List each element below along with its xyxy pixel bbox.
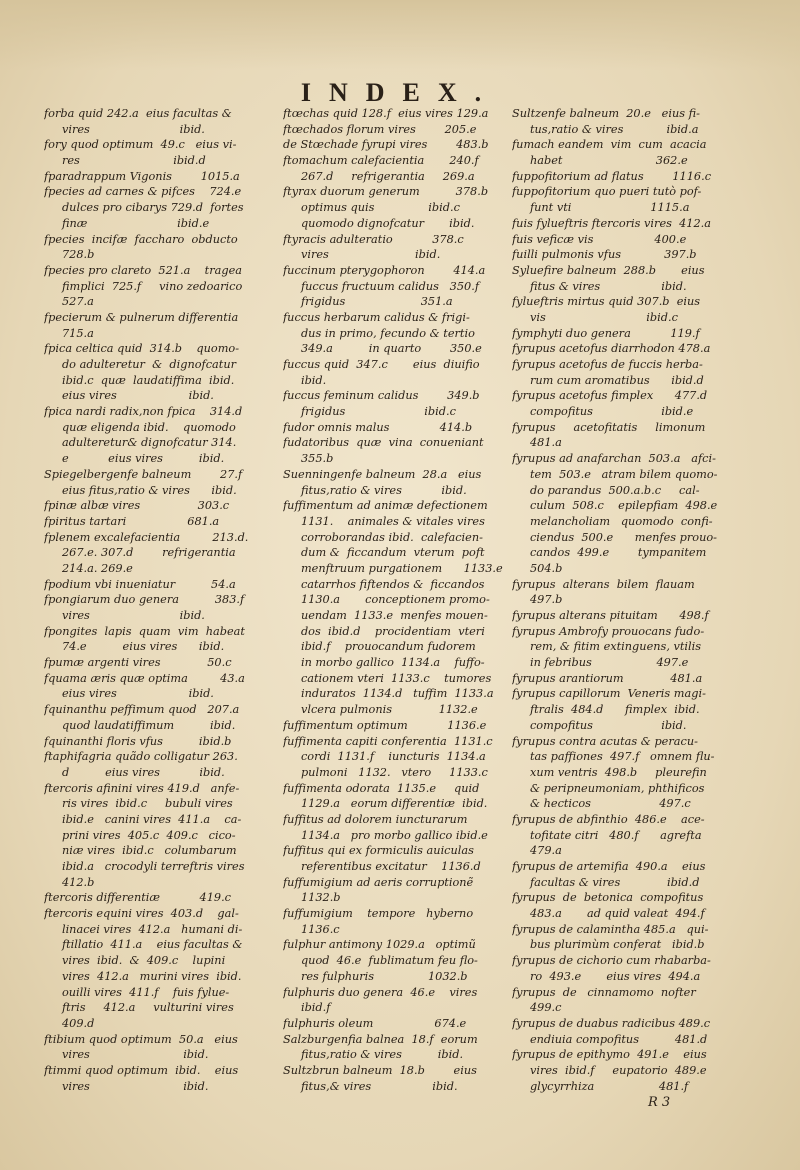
index-line: ftercoris differentiæ 419.c: [44, 891, 231, 905]
index-line: prini vires 405.c 409.c cico-: [44, 828, 236, 842]
index-line: ris vires ibid.c bubuli vires: [44, 797, 233, 811]
index-line: forba quid 242.a eius facultas &: [44, 107, 232, 120]
index-line: dum & ficcandum vterum poft: [283, 546, 485, 560]
index-line: compofitus ibid.: [512, 718, 687, 732]
index-line: referentibus excitatur 1136.d: [283, 860, 481, 873]
index-line: vis ibid.c: [512, 310, 678, 324]
index-line: candos 499.e tympanitem: [512, 546, 707, 560]
index-line: res fulphuris 1032.b: [283, 969, 468, 983]
index-line: fyrupus de cichorio cum rhabarba-: [512, 954, 711, 968]
index-line: Syluefire balneum 288.b eius: [512, 263, 705, 277]
index-line: 412.b: [44, 875, 95, 889]
index-line: 267.e. 307.d refrigerantia: [44, 546, 236, 560]
index-line: fyrupus Ambrofy prouocans fudo-: [512, 624, 705, 638]
index-line: ftœchas quid 128.f eius vires 129.a: [283, 107, 489, 120]
index-line: tus,ratio & vires ibid.a: [512, 122, 699, 136]
index-line: culum 508.c epilepfiam 498.e: [512, 499, 718, 513]
index-line: fuccus feminum calidus 349.b: [283, 389, 480, 403]
index-line: ouilli vires 411.f fuis fylue-: [44, 985, 230, 999]
index-line: fulphur antimony 1029.a optimũ: [283, 938, 476, 952]
index-line: in morbo gallico 1134.a fuffo-: [283, 656, 485, 670]
index-line: d eius vires ibid.: [44, 765, 225, 779]
index-line: fylueftris mirtus quid 307.b eius: [512, 295, 701, 309]
index-line: fyrupus arantiorum 481.a: [512, 671, 703, 685]
index-line: 349.a in quarto 350.e: [283, 342, 482, 356]
index-line: fpecierum & pulnerum differentia: [44, 310, 239, 324]
index-line: endiuia compofitus 481.d: [512, 1032, 708, 1046]
index-line: fyrupus de cinnamomo nofter: [512, 985, 696, 999]
index-line: ftaphifagria quãdo colligatur 263.: [44, 750, 238, 764]
index-column-2: [283, 106, 526, 1094]
index-line: ftibium quod optimum 50.a eius: [44, 1032, 238, 1046]
index-line: fuccus quid 347.c eius diuifio: [283, 358, 480, 371]
index-line: quæ eligenda ibid. quomodo: [44, 420, 236, 434]
index-line: fquinanthi floris vfus ibid.b: [44, 734, 232, 748]
index-line: dulces pro cibarys 729.d fortes: [44, 201, 244, 215]
index-line: tem 503.e atram bilem quomo-: [512, 467, 718, 481]
index-line: ftralis 484.d fimplex ibid.: [512, 703, 700, 717]
index-line: corroborandas ibid. calefacien-: [283, 530, 483, 544]
index-line: fory quod optimum 49.c eius vi-: [44, 138, 237, 152]
index-line: 267.d refrigerantia 269.a: [283, 169, 475, 183]
index-line: niæ vires ibid.c columbarum: [44, 844, 237, 858]
index-line: fitus & vires ibid.: [512, 279, 687, 293]
index-line: Salzburgenfia balnea 18.f eorum: [283, 1032, 478, 1046]
index-line: menftruum purgationem 1133.e: [283, 561, 503, 575]
index-line: res ibid.d: [44, 154, 206, 168]
index-line: fpongiarum duo genera 383.f: [44, 593, 245, 607]
index-line: dus in primo, fecundo & tertio: [283, 326, 475, 340]
index-line: vires ibid.: [44, 1079, 209, 1093]
index-line: fitus,ratio & vires ibid.: [283, 1048, 464, 1062]
index-line: fuffimentum optimum 1136.e: [283, 718, 487, 732]
index-line: 483.a ad quid valeat 494.f: [512, 907, 705, 921]
index-line: pulmoni 1132. vtero 1133.c: [283, 765, 488, 779]
index-line: vires ibid.: [44, 1048, 209, 1062]
index-line: facultas & vires ibid.d: [512, 875, 700, 889]
index-line: ftyracis adulteratio 378.c: [283, 232, 464, 246]
index-line: fyrupus alterans bilem flauam: [512, 577, 695, 591]
index-line: 1132.b: [283, 891, 341, 905]
index-line: adulteretur& dignofcatur 314.: [44, 436, 237, 450]
index-line: fuilli pulmonis vfus 397.b: [512, 248, 697, 262]
index-line: fyrupus de artemifia 490.a eius: [512, 860, 706, 873]
index-line: fyrupus acetofus fimplex 477.d: [512, 389, 708, 403]
index-line: fyrupus ad anafarchan 503.a afci-: [512, 452, 716, 466]
index-line: fparadrappum Vigonis 1015.a: [44, 169, 240, 183]
index-line: glycyrrhiza 481.f: [512, 1079, 689, 1093]
index-line: 479.a: [512, 844, 562, 858]
index-line: 499.c: [512, 1001, 562, 1015]
index-line: fuppofitorium quo pueri tutò pof-: [512, 185, 702, 199]
index-line: ciendus 500.e menfes prouo-: [512, 530, 717, 544]
page-top-shadow: [0, 0, 800, 70]
index-line: & hecticos 497.c: [512, 797, 691, 811]
index-line: 497.b: [512, 593, 563, 607]
index-line: ftercoris equini vires 403.d gal-: [44, 907, 239, 921]
index-line: 504.b: [512, 561, 563, 575]
index-line: rum cum aromatibus ibid.d: [512, 373, 704, 387]
index-line: ftyrax duorum generum 378.b: [283, 185, 489, 199]
index-line: fpodium vbi inueniatur 54.a: [44, 577, 236, 591]
index-line: fuffimentum ad animæ defectionem: [283, 499, 488, 513]
index-line: Spiegelbergenfe balneum 27.f: [44, 467, 243, 481]
index-line: fuffimenta capiti conferentia 1131.c: [283, 734, 493, 748]
index-line: fyrupus contra acutas & peracu-: [512, 734, 698, 748]
index-line: quod laudatiffimum ibid.: [44, 718, 236, 732]
index-line: fyrupus acetofus diarrhodon 478.a: [512, 342, 711, 356]
index-line: ftimmi quod optimum ibid. eius: [44, 1063, 239, 1077]
index-line: ibid.: [283, 373, 327, 387]
index-line: fpongites lapis quam vim habeat: [44, 624, 245, 638]
index-line: fquama æris quæ optima 43.a: [44, 671, 245, 685]
index-line: ro 493.e eius vires 494.a: [512, 969, 701, 983]
index-line: in febribus 497.e: [512, 656, 689, 670]
index-line: frigidus ibid.c: [283, 405, 456, 419]
index-line: vires ibid.: [44, 122, 205, 136]
index-line: fuffitus ad dolorem iuncturarum: [283, 812, 468, 826]
index-line: vires 412.a murini vires ibid.: [44, 969, 242, 983]
index-line: 481.a: [512, 436, 562, 450]
index-line: vlcera pulmonis 1132.e: [283, 703, 478, 717]
index-line: fumach eandem vim cum acacia: [512, 138, 707, 152]
index-line: fuffumigium tempore hyberno: [283, 907, 474, 921]
index-line: ftris 412.a vulturini vires: [44, 1001, 234, 1015]
index-line: fuis fylueftris ftercoris vires 412.a: [512, 216, 712, 230]
index-line: cordi 1131.f iuncturis 1134.a: [283, 750, 486, 764]
index-line: fuffimenta odorata 1135.e quid: [283, 781, 480, 795]
index-column-3: [512, 106, 755, 1094]
index-line: fulphuris duo genera 46.e vires: [283, 985, 478, 999]
index-line: xum ventris 498.b pleurefin: [512, 765, 707, 779]
index-line: linacei vires 412.a humani di-: [44, 922, 243, 936]
index-line: 715.a: [44, 326, 94, 340]
index-line: melancholiam quomodo confi-: [512, 514, 713, 528]
index-line: ftillatio 411.a eius facultas &: [44, 938, 243, 952]
index-line: uendam 1133.e menfes mouen-: [283, 609, 488, 622]
index-line: fyrupus de betonica compofitus: [512, 891, 704, 905]
index-line: funt vti 1115.a: [512, 201, 690, 215]
index-line: finæ ibid.e: [44, 216, 210, 230]
index-line: fplenem excalefacientia 213.d.: [44, 530, 249, 544]
index-line: fudatoribus quæ vina conueniant: [283, 436, 484, 450]
index-line: do adulteretur & dignofcatur: [44, 358, 236, 371]
signature-mark: R 3: [648, 1095, 671, 1110]
index-line: Sultzbrun balneum 18.b eius: [283, 1063, 477, 1077]
index-line: fpica celtica quid 314.b quomo-: [44, 342, 240, 356]
index-line: dos ibid.d procidentiam vteri: [283, 624, 485, 638]
index-line: 409.d: [44, 1016, 95, 1030]
index-line: 355.b: [283, 452, 334, 466]
index-line: fyrupus de abfinthio 486.e ace-: [512, 812, 705, 826]
index-line: vires ibid.: [44, 609, 205, 622]
index-line: ftercoris afinini vires 419.d anfe-: [44, 781, 240, 795]
index-line: fpecies ad carnes & pifces 724.e: [44, 185, 242, 199]
index-line: e eius vires ibid.: [44, 452, 225, 466]
index-line: Suenningenfe balneum 28.a eius: [283, 467, 482, 481]
index-line: do parandus 500.a.b.c cal-: [512, 483, 700, 497]
index-line: fpiritus tartari 681.a: [44, 514, 220, 528]
index-line: eius vires ibid.: [44, 389, 214, 403]
index-line: tas paffiones 497.f omnem flu-: [512, 750, 715, 764]
index-line: fpinæ albæ vires 303.c: [44, 499, 230, 513]
index-line: fyrupus alterans pituitam 498.f: [512, 609, 709, 622]
index-line: fuccus fructuum calidus 350.f: [283, 279, 480, 293]
index-line: frigidus 351.a: [283, 295, 453, 309]
index-line: compofitus ibid.e: [512, 405, 694, 419]
index-line: fyrupus de calamintha 485.a qui-: [512, 922, 709, 936]
index-line: fyrupus de epithymo 491.e eius: [512, 1048, 707, 1062]
index-line: 1129.a eorum differentiæ ibid.: [283, 797, 488, 811]
index-line: tofitate citri 480.f agrefta: [512, 828, 702, 842]
index-line: fimplici 725.f vino zedoarico: [44, 279, 243, 293]
index-line: ftomachum calefacientia 240.f: [283, 154, 479, 168]
index-line: fitus,ratio & vires ibid.: [283, 483, 467, 497]
index-line: 74.e eius vires ibid.: [44, 640, 225, 654]
index-line: fyrupus acetofitatis limonum: [512, 420, 706, 434]
index-line: optimus quis ibid.c: [283, 201, 460, 215]
index-line: 1136.c: [283, 922, 340, 936]
index-line: induratos 1134.d tuffim 1133.a: [283, 687, 494, 701]
index-line: fyrupus acetofus de fuccis herba-: [512, 358, 703, 371]
index-line: fymphyti duo genera 119.f: [512, 326, 700, 340]
index-line: ibid.f prouocandum fudorem: [283, 640, 476, 654]
index-line: 728.b: [44, 248, 95, 262]
index-line: & peripneumoniam, phthificos: [512, 781, 705, 795]
index-line: fuccinum pterygophoron 414.a: [283, 263, 486, 277]
index-line: fuis veficæ vis 400.e: [512, 232, 687, 246]
index-line: fpumæ argenti vires 50.c: [44, 656, 232, 670]
index-line: ibid.c quæ laudatiffima ibid.: [44, 373, 235, 387]
index-line: fuffumigium ad aeris corruptionẽ: [283, 875, 474, 889]
index-line: bus plurimùm conferat ibid.b: [512, 938, 705, 952]
page-title: INDEX.: [300, 78, 500, 107]
index-line: 214.a. 269.e: [44, 561, 133, 575]
index-line: eius fitus,ratio & vires ibid.: [44, 483, 237, 497]
index-line: ibid.a crocodyli terreftris vires: [44, 860, 245, 873]
index-line: Sultzenfe balneum 20.e eius fi-: [512, 107, 700, 120]
index-line: fuppofitorium ad flatus 1116.c: [512, 169, 712, 183]
index-line: vires ibid. & 409.c lupini: [44, 954, 226, 968]
index-line: 527.a: [44, 295, 94, 309]
index-line: 1134.a pro morbo gallico ibid.e: [283, 828, 488, 842]
index-line: vires ibid.: [283, 248, 441, 262]
index-line: vires ibid.f eupatorio 489.e: [512, 1063, 707, 1077]
index-line: 1130.a conceptionem promo-: [283, 593, 490, 607]
index-line: fulphuris oleum 674.e: [283, 1016, 467, 1030]
index-line: fpecies incifæ faccharo obducto: [44, 232, 238, 246]
index-line: cationem vteri 1133.c tumores: [283, 671, 492, 685]
index-line: fquinanthu peffimum quod 207.a: [44, 703, 240, 717]
index-line: quomodo dignofcatur ibid.: [283, 216, 475, 230]
index-line: ibid.e canini vires 411.a ca-: [44, 812, 242, 826]
index-line: 1131. animales & vitales vires: [283, 514, 485, 528]
index-line: fuffitus qui ex formiculis auiculas: [283, 844, 474, 858]
index-line: ftœchados florum vires 205.e: [283, 122, 477, 136]
index-line: catarrhos fiftendos & ficcandos: [283, 577, 485, 591]
index-line: fuccus herbarum calidus & frigi-: [283, 310, 470, 324]
index-line: fudor omnis malus 414.b: [283, 420, 473, 434]
index-line: quod 46.e fublimatum feu flo-: [283, 954, 478, 968]
index-line: fitus,& vires ibid.: [283, 1079, 458, 1093]
index-line: fyrupus capillorum Veneris magi-: [512, 687, 706, 701]
index-line: fpica nardi radix,non fpica 314.d: [44, 405, 243, 419]
index-line: de Stœchade fyrupi vires 483.b: [283, 138, 489, 152]
index-line: fyrupus de duabus radicibus 489.c: [512, 1016, 711, 1030]
index-line: habet 362.e: [512, 154, 688, 168]
index-line: rem, & fitim extinguens, vtilis: [512, 640, 702, 654]
index-line: fpecies pro clareto 521.a tragea: [44, 263, 242, 277]
index-line: ibid.f: [283, 1001, 331, 1015]
index-line: eius vires ibid.: [44, 687, 214, 701]
index-column-1: [44, 106, 287, 1094]
